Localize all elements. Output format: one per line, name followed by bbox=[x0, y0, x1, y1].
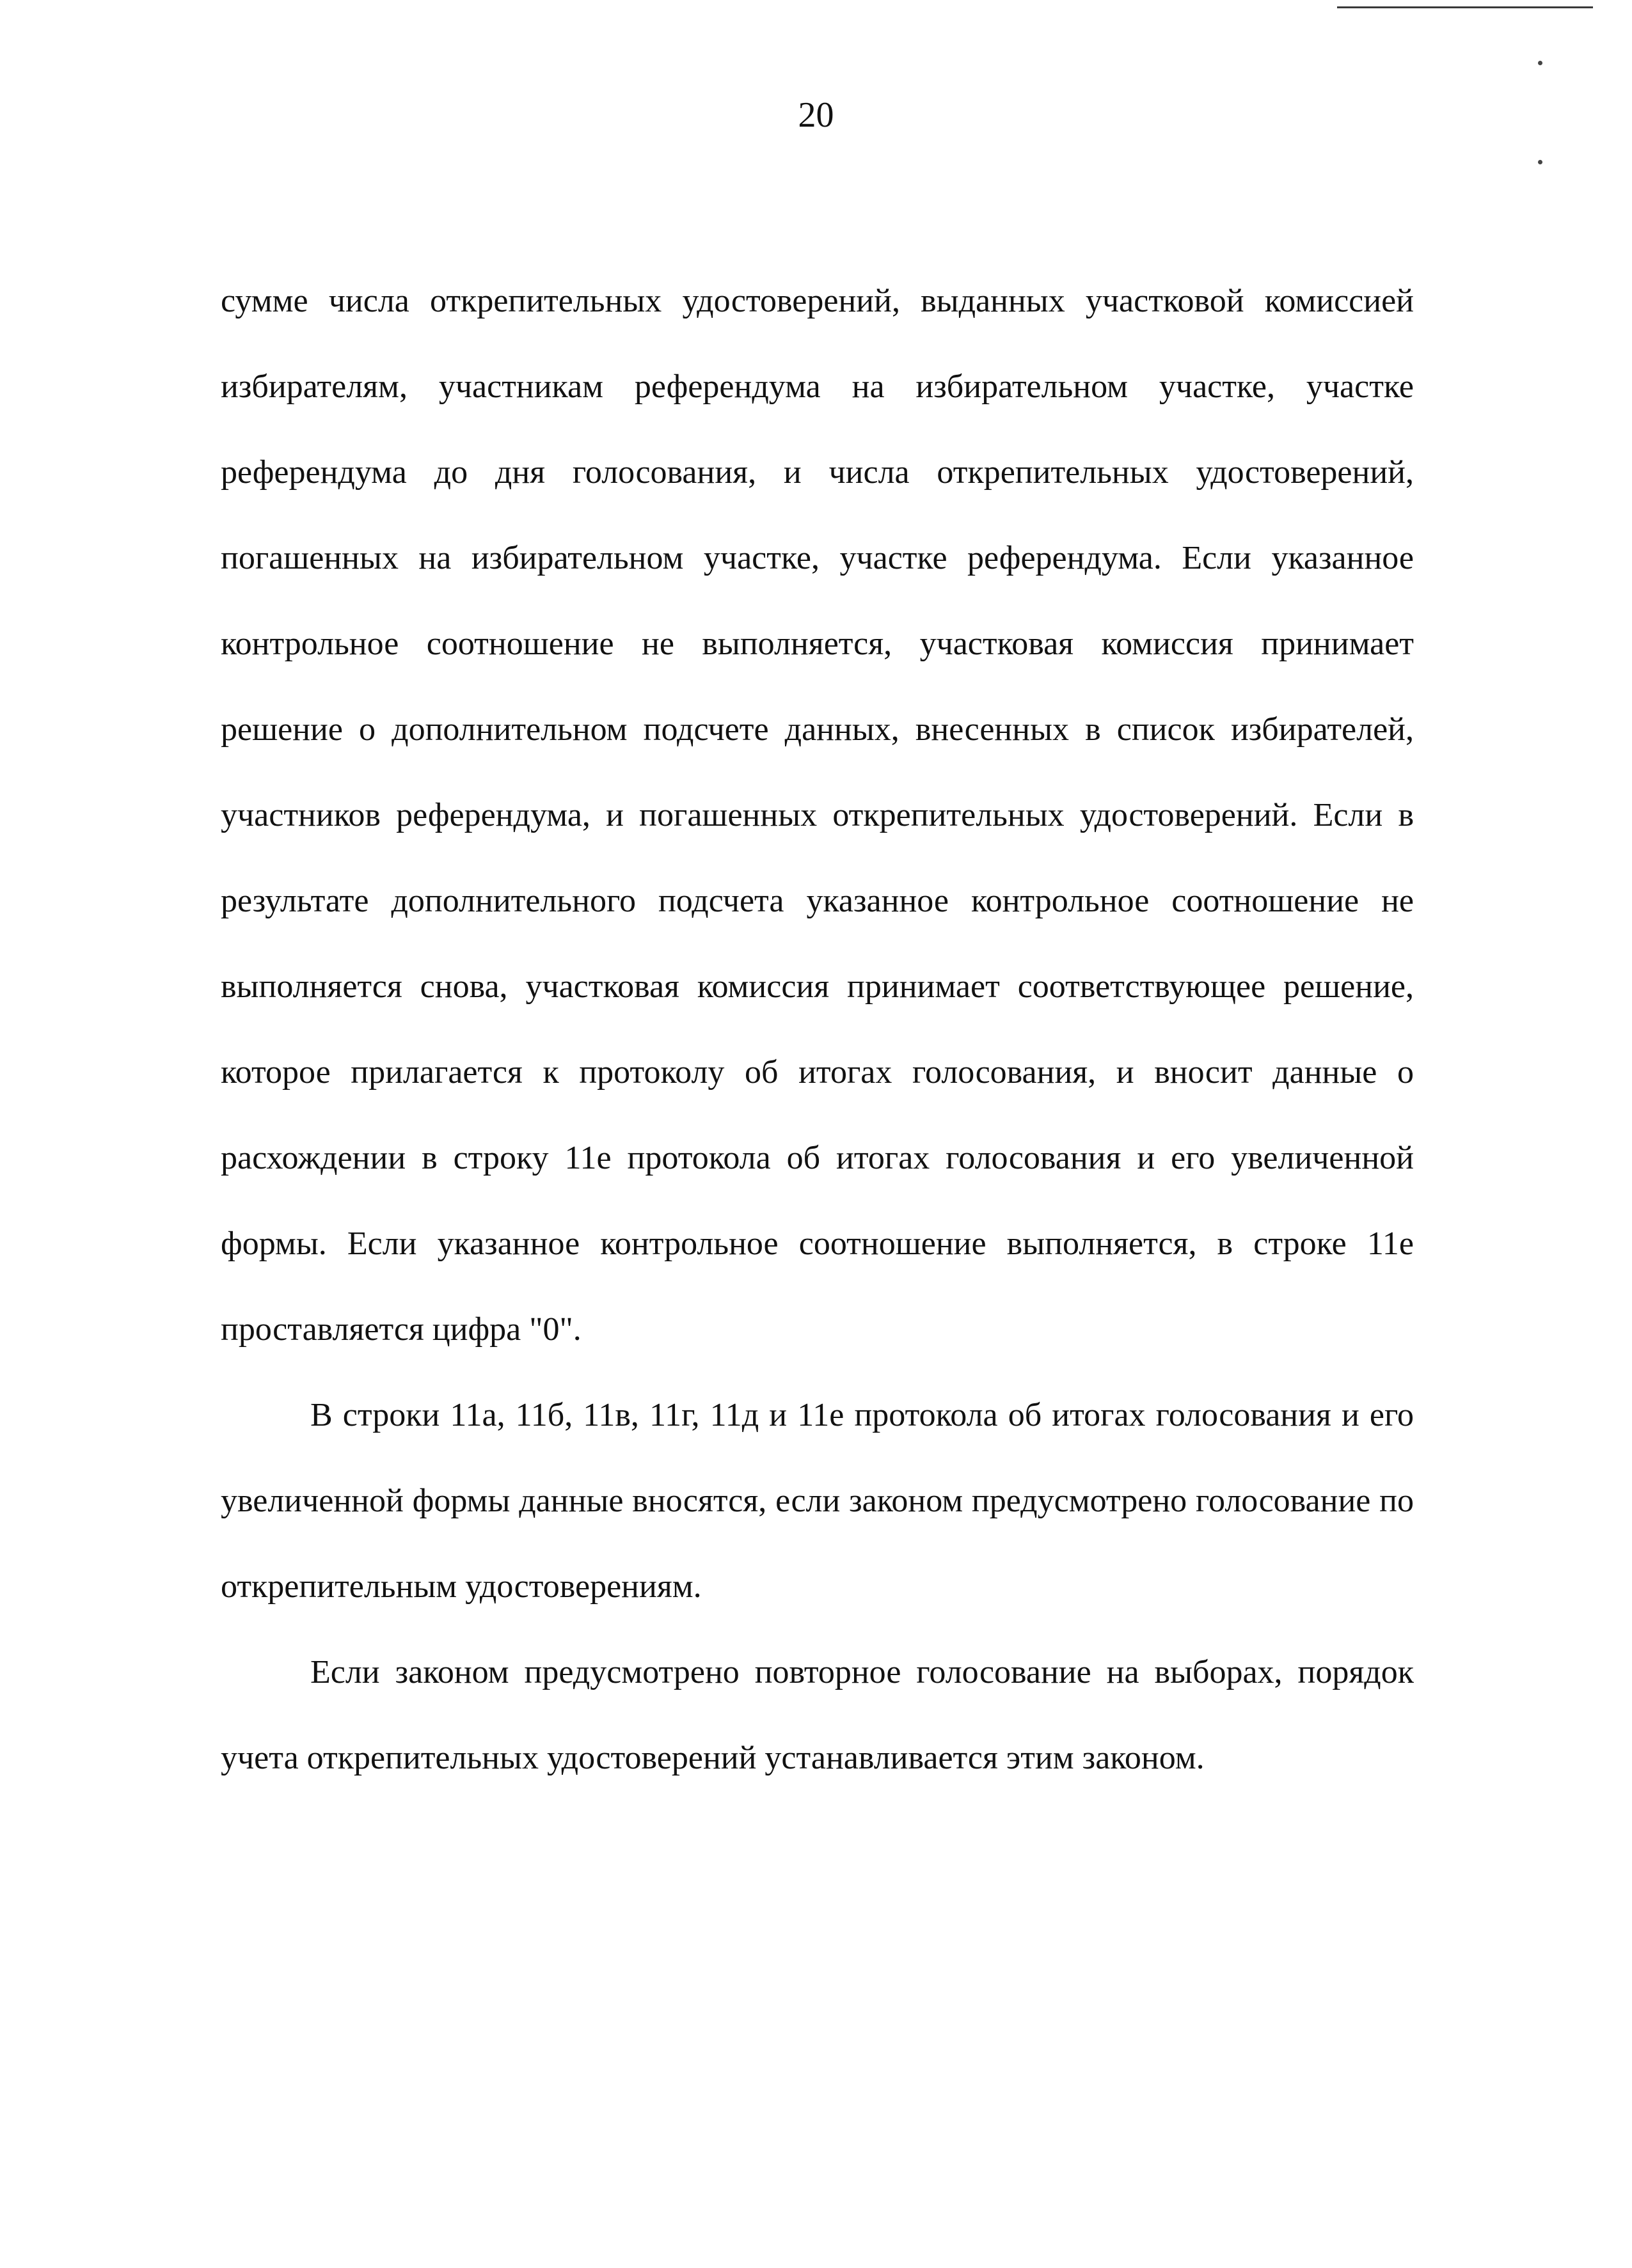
paragraph-repeat-voting: Если законом предусмотрено повторное голосование на выборах, порядок учета открепительных удостоверений устанавливается этим законом. bbox=[221, 1654, 1414, 1776]
paragraph-lines-11: В строки 11а, 11б, 11в, 11г, 11д и 11е протокола об итогах голосования и его увеличенной формы данные вносятся, если законом предусмотрено голосование по открепительным удостоверениям. bbox=[221, 1397, 1414, 1605]
page-number: 20 bbox=[798, 95, 834, 135]
scan-speck bbox=[1538, 160, 1542, 164]
top-edge-rule bbox=[1337, 6, 1593, 8]
scan-speck bbox=[1538, 61, 1542, 65]
document-body bbox=[221, 258, 1414, 1801]
paragraph-continuation: сумме числа открепительных удостоверений, выданных участковой комиссией избирателям, участникам референдума на избирательном участке, участке референдума до дня голосования, и числа открепительных удостоверений, погашенных на избирательном участке, участке референдума. Если указанное контрольное соотношение не выполняется, участковая комиссия принимает решение о дополнительном подсчете данных, внесенных в список избирателей, участников референдума, и погашенных открепительных удостоверений. Если в результате дополнительного подсчета указанное контрольное соотношение не выполняется снова, участковая комиссия принимает соответствующее решение, которое прилагается к протоколу об итогах голосования, и вносит данные о расхождении в строку 11е протокола об итогах голосования и его увеличенной формы. Если указанное контрольное соотношение выполняется, в строке 11е проставляется цифра "0". bbox=[221, 283, 1414, 1348]
